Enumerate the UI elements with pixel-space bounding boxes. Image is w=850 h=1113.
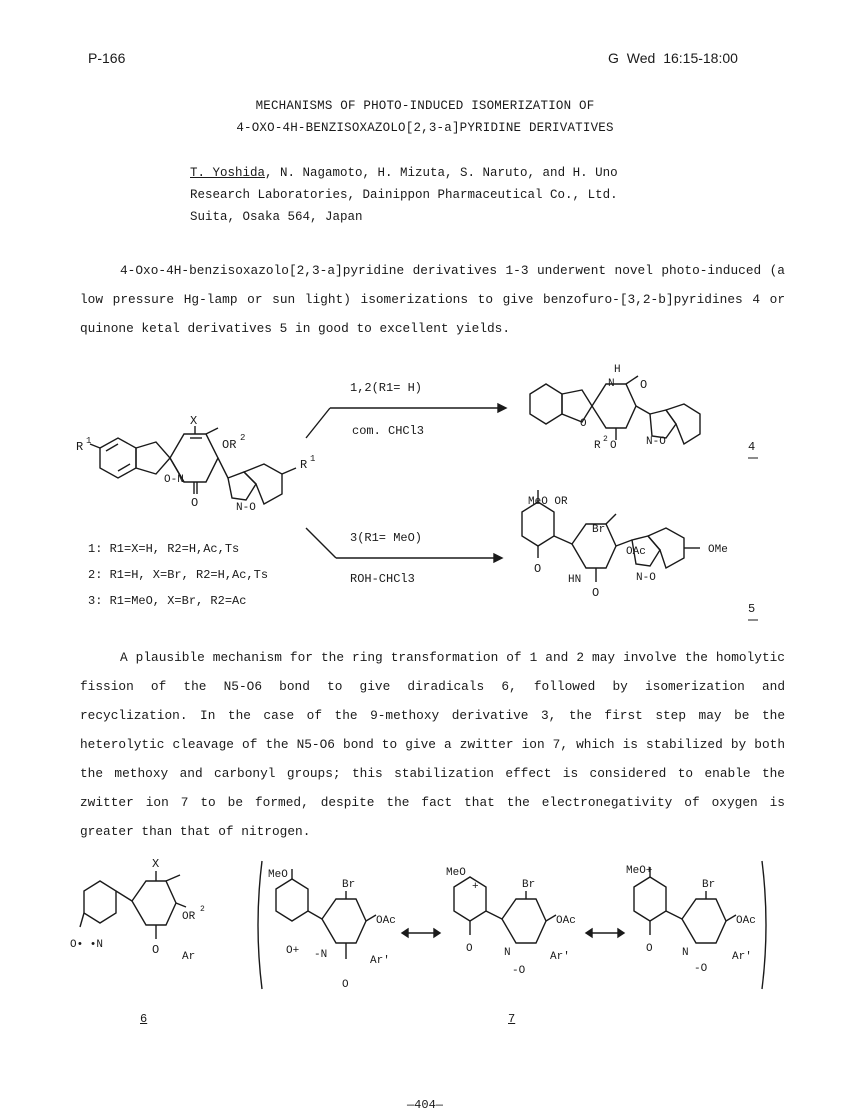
product5-quinone-ring	[522, 502, 554, 546]
svg-text:H: H	[614, 364, 621, 376]
svg-text:OAc: OAc	[626, 546, 646, 558]
page-number: —404—	[406, 1098, 443, 1112]
svg-text:OAc: OAc	[556, 915, 576, 927]
svg-text:Ar': Ar'	[550, 951, 570, 963]
svg-text:+: +	[472, 881, 479, 893]
svg-text:O: O	[534, 562, 542, 576]
paragraph-2-text: A plausible mechanism for the ring transformation of 1 and 2 may involve the homolytic fission of the N5-O6 bond to give diradicals 6, followed by isomerization and recyclization. In the case of the 9-methoxy derivative 3, the first step may be the heterolytic cleavage of the N5-O6 bond to give a zwitter ion 7, which is stabilized by both the methoxy and carbonyl groups; this stabilization effect is considered to enable the zwitter ion 7 to be formed, despite the fact that the electronegativity of oxygen is greater than that of nitrogen.	[80, 650, 785, 839]
co-authors: , N. Nagamoto, H. Mizuta, S. Naruto, and H. Uno	[265, 166, 618, 180]
svg-text:X: X	[190, 414, 198, 428]
svg-text:OMe: OMe	[708, 544, 728, 556]
author-names	[190, 162, 618, 184]
svg-text:MeO: MeO	[446, 867, 466, 879]
address: Suita, Osaka 564, Japan	[190, 210, 363, 224]
upper-solvent: com. CHCl3	[352, 424, 425, 438]
svg-text:1: 1	[310, 454, 316, 464]
svg-text:N-O: N-O	[236, 502, 256, 514]
svg-text:O: O	[610, 440, 617, 452]
svg-text:Br: Br	[702, 879, 716, 891]
svg-text:R: R	[594, 440, 601, 452]
svg-text:2: 2	[200, 905, 205, 914]
authors-block	[190, 162, 618, 228]
svg-text:N-O: N-O	[646, 436, 666, 448]
sm-benzisoxazole-ring	[244, 464, 282, 504]
svg-text:N: N	[682, 947, 689, 959]
svg-text:Ar: Ar	[182, 951, 196, 963]
svg-text:O: O	[342, 979, 349, 991]
svg-text:2: 2	[603, 435, 608, 444]
svg-text:1: 1	[86, 436, 92, 446]
product5-benzisoxazole-ring	[648, 528, 684, 568]
svg-text:-N: -N	[314, 949, 328, 961]
svg-text:N: N	[608, 378, 615, 390]
svg-text:OAc: OAc	[736, 915, 756, 927]
product-5-label: 5	[748, 602, 756, 616]
product4-benzisoxazole-ring	[666, 404, 700, 444]
compound-1: 1: R1=X=H, R2=H,Ac,Ts	[88, 542, 240, 556]
svg-text:HN: HN	[568, 574, 582, 586]
paragraph-1-text: 4-Oxo-4H-benzisoxazolo[2,3-a]pyridine derivatives 1-3 underwent novel photo-induced (a low pressure Hg-lamp or sun light) isomerizations to give benzofuro-[3,2-b]pyridines 4 or quinone ketal derivatives 5 in good to excellent yields.	[80, 263, 785, 336]
title-line-1: MECHANISMS OF PHOTO-INDUCED ISOMERIZATION OF	[255, 99, 595, 113]
product-4-label: 4	[748, 440, 756, 454]
svg-text:MeO OR: MeO OR	[528, 496, 568, 508]
svg-text:OR: OR	[182, 911, 196, 923]
svg-text:R: R	[300, 458, 308, 472]
svg-text:OAc: OAc	[376, 915, 396, 927]
svg-text:O: O	[646, 943, 653, 955]
title-line-2: 4-OXO-4H-BENZISOXAZOLO[2,3-a]PYRIDINE DERIVATIVES	[236, 121, 614, 135]
svg-text:N-O: N-O	[636, 572, 656, 584]
abstract-code: P-166	[88, 50, 126, 66]
svg-text:O: O	[592, 586, 600, 600]
affiliation: Research Laboratories, Dainippon Pharmaceutical Co., Ltd.	[190, 188, 618, 202]
svg-text:Br: Br	[522, 879, 536, 891]
reaction-scheme-2	[70, 855, 790, 1030]
svg-text:Ar': Ar'	[732, 951, 752, 963]
compound-3: 3: R1=MeO, X=Br, R2=Ac	[88, 594, 247, 608]
zwitter-ion-7-label: 7	[508, 1012, 516, 1026]
svg-text:O: O	[152, 943, 160, 957]
product4-pyridone-ring	[592, 384, 636, 428]
svg-text:X: X	[152, 857, 160, 871]
compound-list	[88, 536, 268, 614]
product4-benzene-ring	[530, 384, 562, 424]
svg-text:2: 2	[240, 433, 246, 443]
session-time: G Wed 16:15-18:00	[608, 50, 738, 66]
diradical6-benzene-ring	[84, 881, 116, 923]
svg-text:MeO+: MeO+	[626, 865, 653, 877]
svg-text:O• •N: O• •N	[70, 939, 104, 951]
svg-text:O: O	[191, 496, 199, 510]
svg-text:Br: Br	[592, 524, 606, 536]
svg-text:O-N: O-N	[164, 474, 184, 486]
svg-text:N: N	[504, 947, 511, 959]
svg-text:-O: -O	[512, 965, 526, 977]
diradical6-pyridone-ring	[132, 881, 176, 925]
svg-text:R: R	[76, 440, 84, 454]
svg-text:Ar': Ar'	[370, 955, 390, 967]
upper-condition: 1,2(R1= H)	[350, 381, 423, 395]
abstract-paragraph-1	[80, 256, 785, 343]
diradical-6-label: 6	[140, 1012, 148, 1026]
svg-text:O: O	[466, 943, 473, 955]
presenting-author: T. Yoshida	[190, 166, 266, 180]
lower-condition: 3(R1= MeO)	[350, 531, 423, 545]
compound-2: 2: R1=H, X=Br, R2=H,Ac,Ts	[88, 568, 269, 582]
svg-text:-O: -O	[694, 963, 708, 975]
svg-text:OR: OR	[222, 438, 237, 452]
svg-text:O: O	[580, 418, 587, 430]
svg-text:O: O	[640, 378, 648, 392]
svg-text:MeO: MeO	[268, 869, 288, 881]
lower-solvent: ROH-CHCl3	[350, 572, 415, 586]
abstract-paragraph-2	[80, 643, 785, 846]
svg-text:O+: O+	[286, 945, 300, 957]
svg-text:Br: Br	[342, 879, 356, 891]
